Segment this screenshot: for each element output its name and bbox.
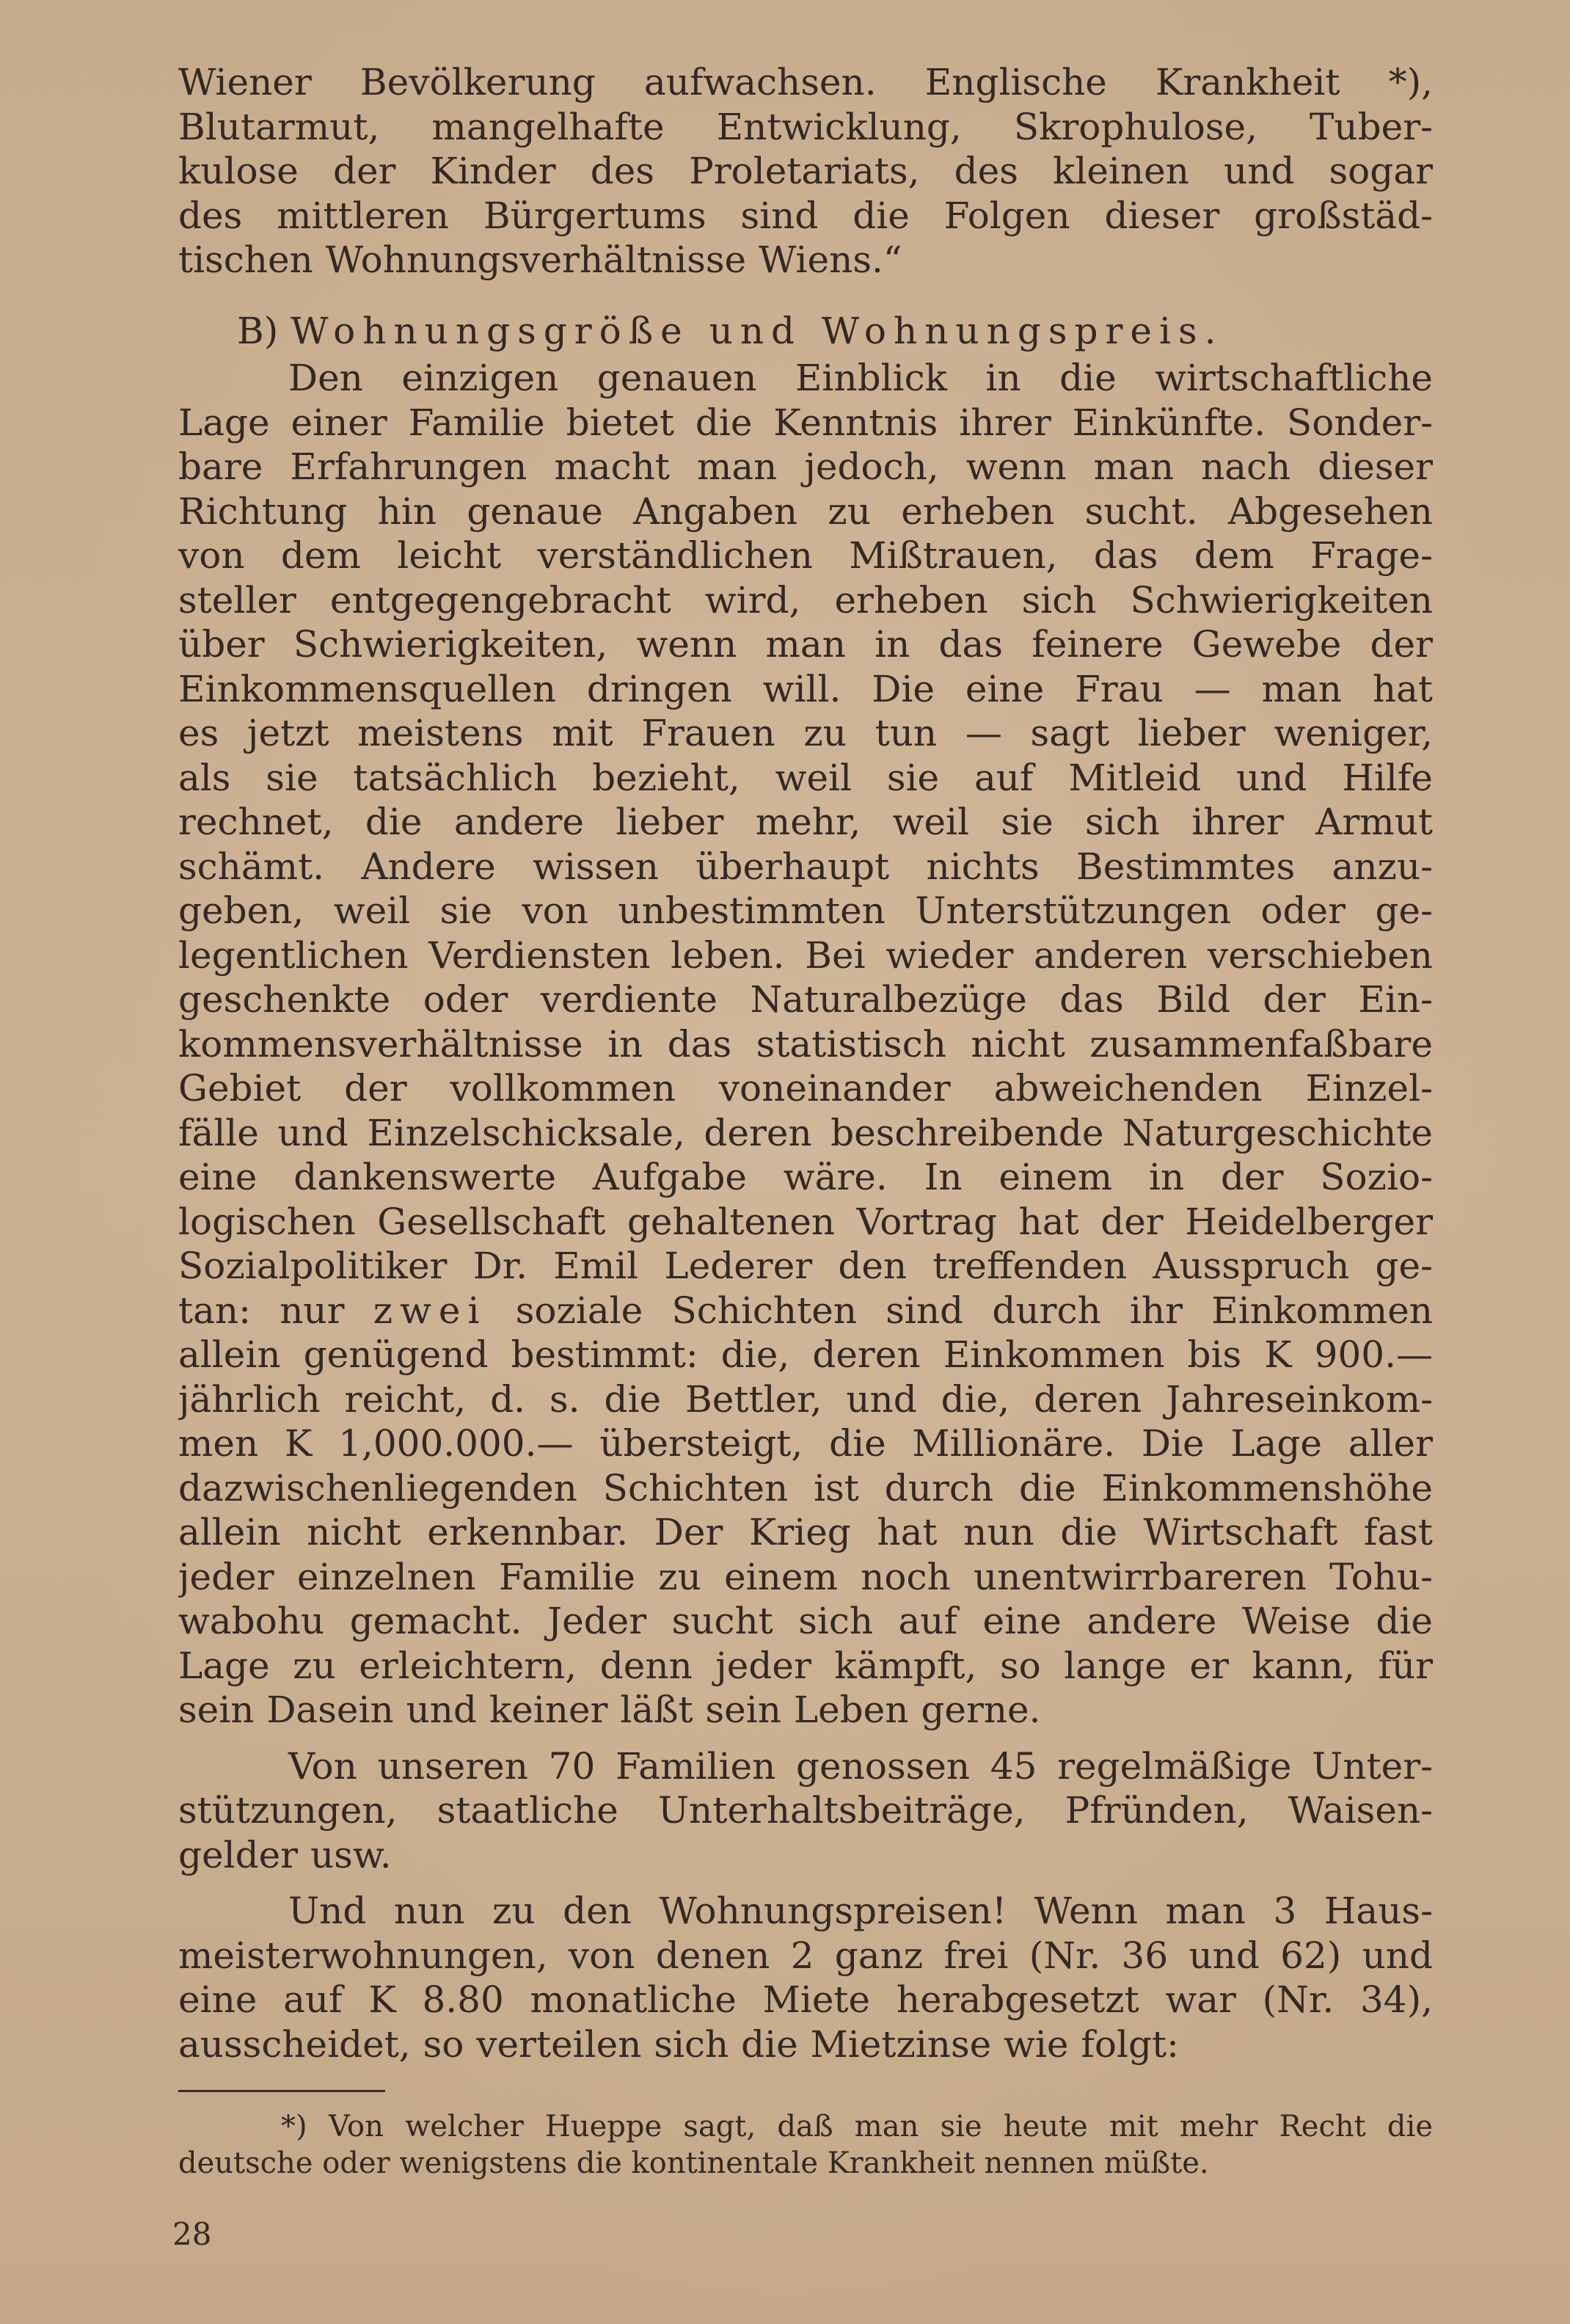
paragraph-rent bbox=[178, 1889, 1433, 2066]
text-line: Von unseren 70 Familien genossen 45 regelmäßige Unter- bbox=[288, 1744, 1433, 1788]
text-line: Den einzigen genauen Einblick in die wirtschaftliche bbox=[288, 357, 1433, 399]
page-body bbox=[178, 60, 1433, 2182]
text-line: steller entgegengebracht wird, erheben sich Schwierigkeiten bbox=[178, 578, 1433, 622]
text-line: schämt. Andere wissen überhaupt nichts Bestimmtes anzu- bbox=[178, 845, 1433, 888]
text-line: stützungen, staatliche Unterhaltsbeiträge, Pfründen, Waisen- bbox=[178, 1789, 1433, 1832]
text-line: kulose der Kinder des Proletariats, des kleinen und sogar bbox=[178, 150, 1433, 192]
text-line: meisterwohnungen, von denen 2 ganz frei (Nr. 36 und 62) und bbox=[178, 1934, 1433, 1977]
text-line: men K 1,000.000.— übersteigt, die Millionäre. Die Lage aller bbox=[178, 1422, 1433, 1465]
text-line: Einkommensquellen dringen will. Die eine Frau — man hat bbox=[178, 667, 1433, 710]
section-title: Wohnungsgröße und Wohnungspreis. bbox=[291, 309, 1224, 352]
text-line: Lage einer Familie bietet die Kenntnis ihrer Einkünfte. Sonder- bbox=[178, 401, 1433, 444]
text-line: allein genügend bestimmt: die, deren Einkommen bis K 900.— bbox=[178, 1333, 1433, 1376]
text-line: von dem leicht verständlichen Mißtrauen, das dem Frage- bbox=[178, 534, 1433, 577]
text-line: Wiener Bevölkerung aufwachsen. Englische Krankheit *), bbox=[178, 61, 1433, 103]
text-line: jeder einzelnen Familie zu einem noch unentwirrbareren Tohu- bbox=[178, 1555, 1433, 1598]
footnote-rule bbox=[178, 2090, 385, 2092]
text-line: Und nun zu den Wohnungspreisen! Wenn man 3 Haus- bbox=[288, 1890, 1433, 1932]
text-line: geben, weil sie von unbestimmten Unterstützungen oder ge- bbox=[178, 889, 1433, 932]
text-line: Blutarmut, mangelhafte Entwicklung, Skrophulose, Tuber- bbox=[178, 105, 1433, 148]
text-line: fälle und Einzelschicksale, deren beschreibende Naturgeschichte bbox=[178, 1111, 1433, 1154]
text-line: jährlich reicht, d. s. die Bettler, und die, deren Jahreseinkom- bbox=[178, 1377, 1433, 1421]
text-line: bare Erfahrungen macht man jedoch, wenn man nach dieser bbox=[178, 445, 1433, 488]
text-line: geschenkte oder verdiente Naturalbezüge das Bild der Ein- bbox=[178, 978, 1433, 1021]
text-line: logischen Gesellschaft gehaltenen Vortrag hat der Heidelberger bbox=[178, 1200, 1433, 1243]
paragraph-gap bbox=[178, 1733, 1433, 1744]
text-line: gelder usw. bbox=[178, 1833, 392, 1876]
text-line: legentlichen Verdiensten leben. Bei wieder anderen verschieben bbox=[178, 933, 1433, 977]
text-line: Gebiet der vollkommen voneinander abweichenden Einzel- bbox=[178, 1067, 1433, 1110]
text-line: allein nicht erkennbar. Der Krieg hat nun die Wirtschaft fast bbox=[178, 1511, 1433, 1553]
text-line: Richtung hin genaue Angaben zu erheben sucht. Abgesehen bbox=[178, 489, 1433, 533]
text-line: tischen Wohnungsverhältnisse Wiens.“ bbox=[178, 238, 902, 281]
text-line: Sozialpolitiker Dr. Emil Lederer den treffenden Ausspruch ge- bbox=[178, 1245, 1433, 1287]
page-number: 28 bbox=[172, 2216, 212, 2252]
section-heading bbox=[178, 309, 1433, 354]
paragraph-income bbox=[178, 356, 1433, 1733]
text-line: rechnet, die andere lieber mehr, weil sie sich ihrer Armut bbox=[178, 801, 1433, 843]
footnote-line: deutsche oder wenigstens die kontinentale Krankheit nennen müßte. bbox=[178, 2146, 1209, 2180]
text-line: Lage zu erleichtern, denn jeder kämpft, so lange er kann, für bbox=[178, 1644, 1433, 1687]
text-line: es jetzt meistens mit Frauen zu tun — sagt lieber weniger, bbox=[178, 712, 1433, 754]
text-line: dazwischenliegenden Schichten ist durch die Einkommenshöhe bbox=[178, 1466, 1433, 1509]
paragraph-intro bbox=[178, 60, 1433, 283]
text-line: als sie tatsächlich bezieht, weil sie auf Mitleid und Hilfe bbox=[178, 756, 1433, 799]
text-line: über Schwierigkeiten, wenn man in das feinere Gewebe der bbox=[178, 623, 1433, 666]
text-line: eine dankenswerte Aufgabe wäre. In einem in der Sozio- bbox=[178, 1156, 1433, 1198]
text-line: sein Dasein und keiner läßt sein Leben gerne. bbox=[178, 1689, 1041, 1731]
text-line: ausscheidet, so verteilen sich die Mietzinse wie folgt: bbox=[178, 2022, 1179, 2066]
section-label: B) bbox=[237, 309, 279, 352]
text-line-zwei bbox=[178, 1289, 1433, 1333]
text-line: kommensverhältnisse in das statistisch nicht zusammenfaßbare bbox=[178, 1022, 1433, 1066]
zwei-emphasis: zwei bbox=[373, 1289, 487, 1332]
zwei-before: tan: nur bbox=[178, 1289, 345, 1332]
paragraph-gap bbox=[178, 1877, 1433, 1889]
paragraph-families bbox=[178, 1744, 1433, 1878]
zwei-after: soziale Schichten sind durch ihr Einkommen bbox=[515, 1289, 1433, 1332]
text-line: eine auf K 8.80 monatliche Miete herabgesetzt war (Nr. 34), bbox=[178, 1978, 1433, 2021]
text-line: des mittleren Bürgertums sind die Folgen dieser großstäd- bbox=[178, 194, 1433, 237]
footnote-line: *) Von welcher Hueppe sagt, daß man sie heute mit mehr Recht die bbox=[281, 2110, 1433, 2143]
footnote bbox=[178, 2108, 1433, 2182]
text-line: wabohu gemacht. Jeder sucht sich auf eine andere Weise die bbox=[178, 1600, 1433, 1642]
